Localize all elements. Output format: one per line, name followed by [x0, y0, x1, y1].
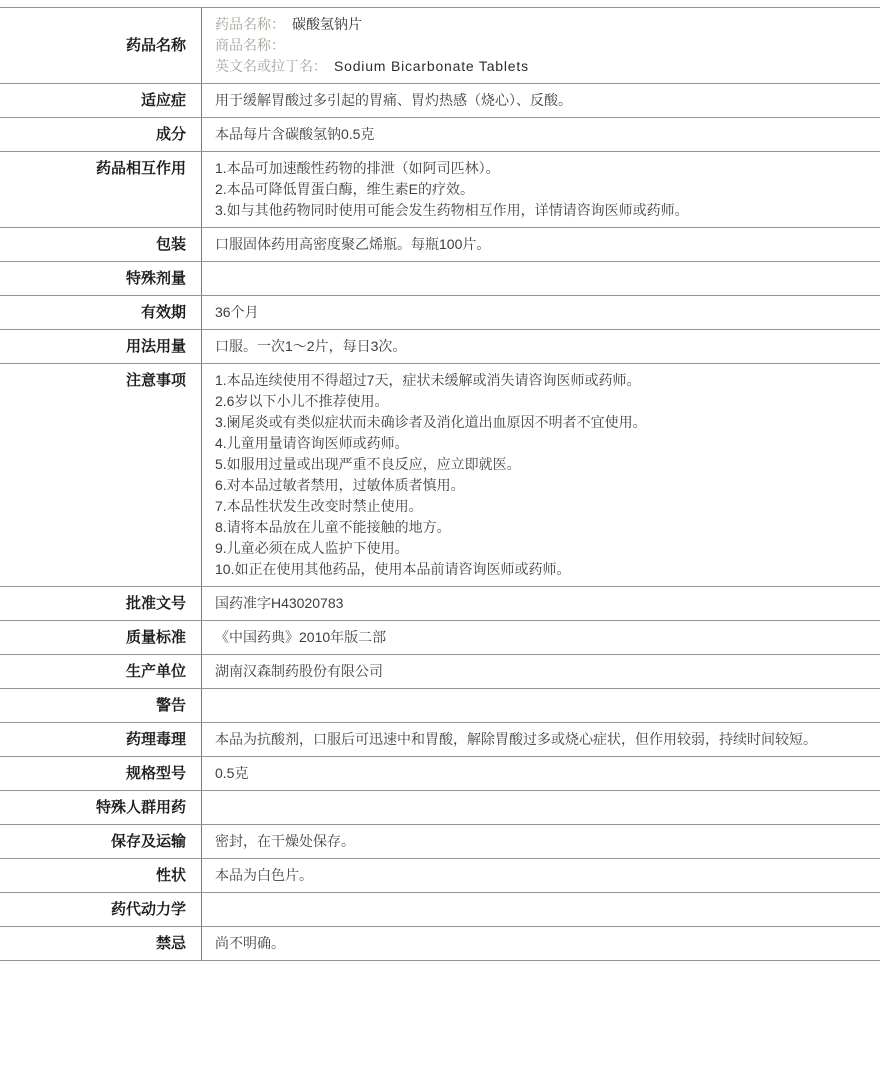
- content-cell: [202, 364, 880, 586]
- content-line: 4.儿童用量请咨询医师或药师。: [215, 435, 409, 451]
- row-label: 药代动力学: [0, 893, 202, 926]
- content-line: 36个月: [215, 304, 259, 320]
- row-label: 性状: [0, 859, 202, 892]
- content-line: 9.儿童必须在成人监护下使用。: [215, 540, 409, 556]
- content-line: 国药准字H43020783: [215, 595, 344, 611]
- content-cell: [202, 621, 880, 654]
- row-shelf-life: [0, 296, 880, 330]
- content-line: 本品每片含碳酸氢钠0.5克: [215, 126, 375, 142]
- row-specification: [0, 757, 880, 791]
- row-label: 禁忌: [0, 927, 202, 960]
- content-line: 尚不明确。: [215, 935, 285, 951]
- content-cell-empty: [202, 689, 880, 722]
- row-drug-name: [0, 8, 880, 84]
- row-storage-transport: [0, 825, 880, 859]
- content-cell: [202, 296, 880, 329]
- row-label: 有效期: [0, 296, 202, 329]
- content-cell: [202, 330, 880, 363]
- field-key-english-name: 英文名或拉丁名：: [215, 58, 327, 74]
- content-line: 2.6岁以下小儿不推荐使用。: [215, 393, 389, 409]
- content-cell: [202, 859, 880, 892]
- row-usage-dosage: [0, 330, 880, 364]
- content-line: 本品为白色片。: [215, 867, 313, 883]
- content-line: 湖南汉森制药股份有限公司: [215, 663, 383, 679]
- row-special-populations: [0, 791, 880, 825]
- row-indications: [0, 84, 880, 118]
- content-cell: [202, 655, 880, 688]
- content-line: 3.如与其他药物同时使用可能会发生药物相互作用，详情请咨询医师或药师。: [215, 202, 689, 218]
- content-line: 1.本品可加速酸性药物的排泄（如阿司匹林）。: [215, 160, 500, 176]
- row-pharmacology-toxicology: [0, 723, 880, 757]
- content-line: 密封，在干燥处保存。: [215, 833, 355, 849]
- row-packaging: [0, 228, 880, 262]
- content-line: 2.本品可降低胃蛋白酶，维生素E的疗效。: [215, 181, 475, 197]
- content-line: 用于缓解胃酸过多引起的胃痛、胃灼热感（烧心）、反酸。: [215, 92, 572, 108]
- row-label: 药品相互作用: [0, 152, 202, 227]
- row-label: 包装: [0, 228, 202, 261]
- content-cell: [202, 118, 880, 151]
- content-line: 本品为抗酸剂，口服后可迅速中和胃酸，解除胃酸过多或烧心症状，但作用较弱，持续时间较短。: [215, 731, 817, 747]
- row-label: 生产单位: [0, 655, 202, 688]
- content-line: 《中国药典》2010年版二部: [215, 629, 387, 645]
- content-line: 10.如正在使用其他药品，使用本品前请咨询医师或药师。: [215, 561, 571, 577]
- row-description: [0, 859, 880, 893]
- row-label: 警告: [0, 689, 202, 722]
- row-label: 药理毒理: [0, 723, 202, 756]
- content-line: 8.请将本品放在儿童不能接触的地方。: [215, 519, 451, 535]
- content-line: 口服固体药用高密度聚乙烯瓶。每瓶100片。: [215, 236, 491, 252]
- row-label: 注意事项: [0, 364, 202, 586]
- content-line: 3.阑尾炎或有类似症状而未确诊者及消化道出血原因不明者不宜使用。: [215, 414, 647, 430]
- content-line: 5.如服用过量或出现严重不良反应，应立即就医。: [215, 456, 521, 472]
- field-key-drug-name: 药品名称：: [215, 16, 285, 32]
- content-cell: [202, 927, 880, 960]
- row-label: 质量标准: [0, 621, 202, 654]
- row-label: 规格型号: [0, 757, 202, 790]
- content-line: 0.5克: [215, 765, 249, 781]
- content-cell: [202, 825, 880, 858]
- row-label: 特殊人群用药: [0, 791, 202, 824]
- row-quality-standard: [0, 621, 880, 655]
- content-line: [215, 56, 866, 77]
- row-label: 用法用量: [0, 330, 202, 363]
- drug-name-cell: [202, 8, 880, 83]
- row-label: 批准文号: [0, 587, 202, 620]
- content-cell: [202, 757, 880, 790]
- row-label: 适应症: [0, 84, 202, 117]
- row-ingredients: [0, 118, 880, 152]
- row-special-dosage: [0, 262, 880, 296]
- row-warning: [0, 689, 880, 723]
- content-line: 7.本品性状发生改变时禁止使用。: [215, 498, 423, 514]
- row-pharmacokinetics: [0, 893, 880, 927]
- field-key-trade-name: 商品名称：: [215, 37, 285, 53]
- row-label: 特殊剂量: [0, 262, 202, 295]
- row-manufacturer: [0, 655, 880, 689]
- content-cell: [202, 228, 880, 261]
- content-cell: [202, 587, 880, 620]
- content-line: [215, 14, 866, 35]
- row-approval-number: [0, 587, 880, 621]
- drug-spec-table: [0, 7, 880, 961]
- content-cell: [202, 723, 880, 756]
- content-cell-empty: [202, 791, 880, 824]
- row-label: 保存及运输: [0, 825, 202, 858]
- field-value-english-name: Sodium Bicarbonate Tablets: [334, 58, 529, 74]
- row-label: 成分: [0, 118, 202, 151]
- content-line: 6.对本品过敏者禁用，过敏体质者慎用。: [215, 477, 465, 493]
- content-cell: [202, 84, 880, 117]
- content-cell-empty: [202, 893, 880, 926]
- row-drug-interactions: [0, 152, 880, 228]
- content-line: [215, 35, 866, 56]
- content-line: 口服。一次1～2片，每日3次。: [215, 338, 407, 354]
- row-precautions: [0, 364, 880, 587]
- row-label: 药品名称: [0, 8, 202, 83]
- row-contraindications: [0, 927, 880, 961]
- content-cell-empty: [202, 262, 880, 295]
- field-value-drug-name: 碳酸氢钠片: [292, 16, 362, 32]
- content-line: 1.本品连续使用不得超过7天，症状未缓解或消失请咨询医师或药师。: [215, 372, 641, 388]
- content-cell: [202, 152, 880, 227]
